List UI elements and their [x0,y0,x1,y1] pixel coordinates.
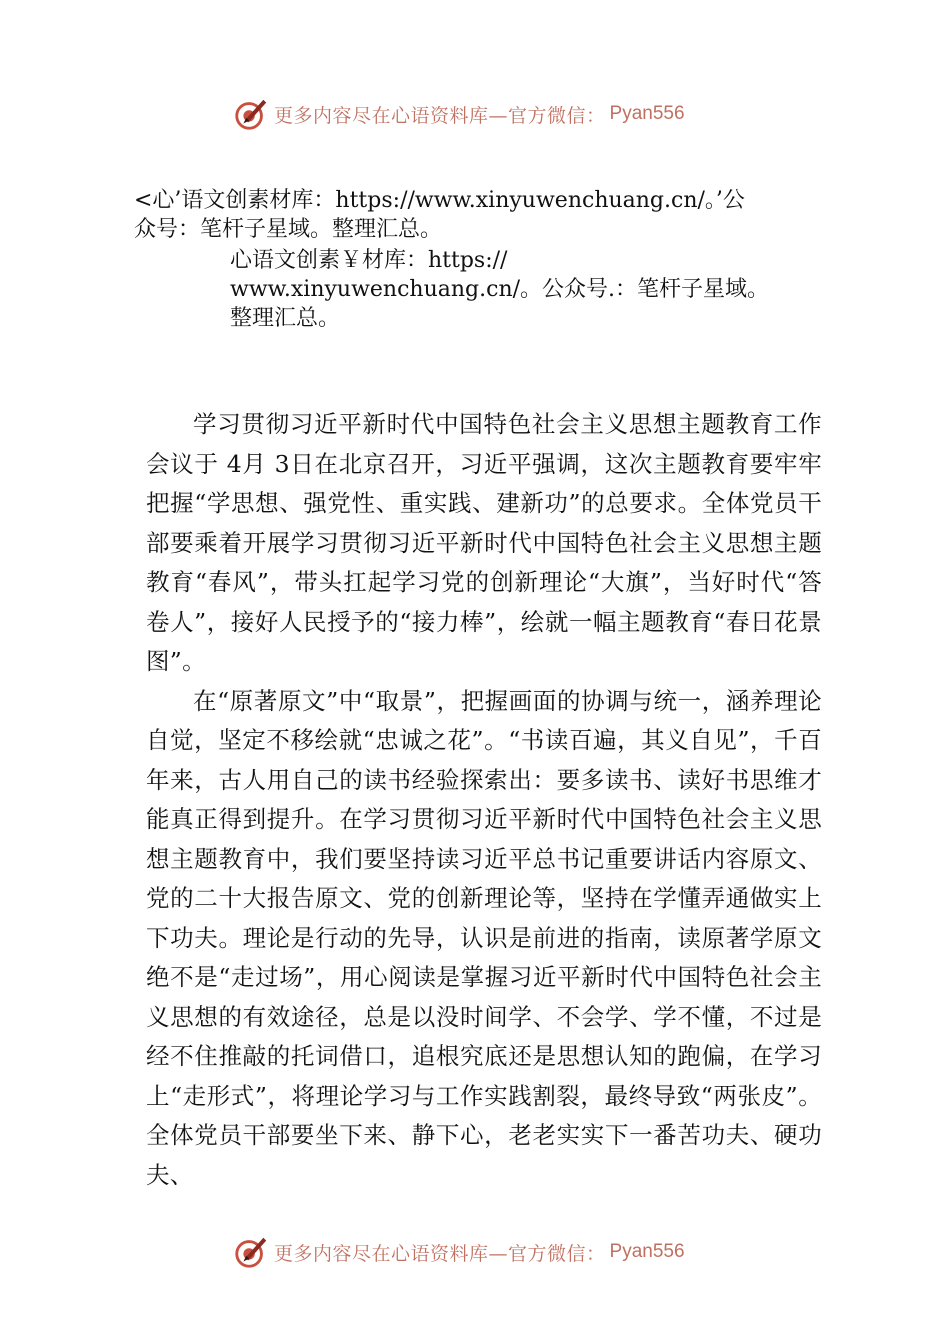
article-body [146,405,822,1195]
banner-wechat-id: Pyan556 [609,103,685,124]
header-line-1: <心’语文创素材库：https://www.xinyuwenchuang.cn/。’公 [134,188,745,213]
source-header [134,186,824,244]
footer-banner [0,1232,950,1272]
header-banner [0,94,950,134]
banner-wechat-id: Pyan556 [609,1241,685,1262]
source-header-indented [230,246,830,333]
header-line-5: 整理汇总。 [230,306,341,331]
header-line-2: 众号：笔杆子星域。整理汇总。 [134,217,443,242]
paragraph-2: 在“原著原文”中“取景”，把握画面的协调与统一，涵养理论自觉，坚定不移绘就“忠诚之花”。“书读百遍，其义自见”，千百年来，古人用自己的读书经验探索出：要多读书、读好书思维才能真正得到提升。在学习贯彻习近平新时代中国特色社会主义思想主题教育中，我们要坚持读习近平总书记重要讲话内容原文、党的二十大报告原文、党的创新理论等，坚持在学懂弄通做实上下功夫。理论是行动的先导，认识是前进的指南，读原著学原文绝不是“走过场”，用心阅读是掌握习近平新时代中国特色社会主义思想的有效途径，总是以没时间学、不会学、学不懂，不过是经不住推敲的托词借口，追根究底还是思想认知的跑偏，在学习上“走形式”，将理论学习与工作实践割裂，最终导致“两张皮”。全体党员干部要坐下来、静下心，老老实实下一番苦功夫、硬功夫、 [146,686,822,1189]
banner-text: 更多内容尽在心语资料库—官方微信： [274,1242,606,1265]
pen-logo-icon [232,1233,270,1271]
header-line-3: 心语文创素￥材库：https:// [230,248,508,273]
paragraph-1: 学习贯彻习近平新时代中国特色社会主义思想主题教育工作会议于 4月 3日在北京召开，习近平强调，这次主题教育要牢牢把握“学思想、强党性、重实践、建新功”的总要求。全体党员干部要乘着开展学习贯彻习近平新时代中国特色社会主义思想主题教育“春风”，带头扛起学习党的创新理论“大旗”，当好时代“答卷人”，接好人民授予的“接力棒”，绘就一幅主题教育“春日花景图”。 [146,410,822,675]
header-line-4: www.xinyuwenchuang.cn/。公众号.：笔杆子星域。 [230,277,770,302]
pen-logo-icon [232,95,270,133]
banner-text: 更多内容尽在心语资料库—官方微信： [274,104,606,127]
